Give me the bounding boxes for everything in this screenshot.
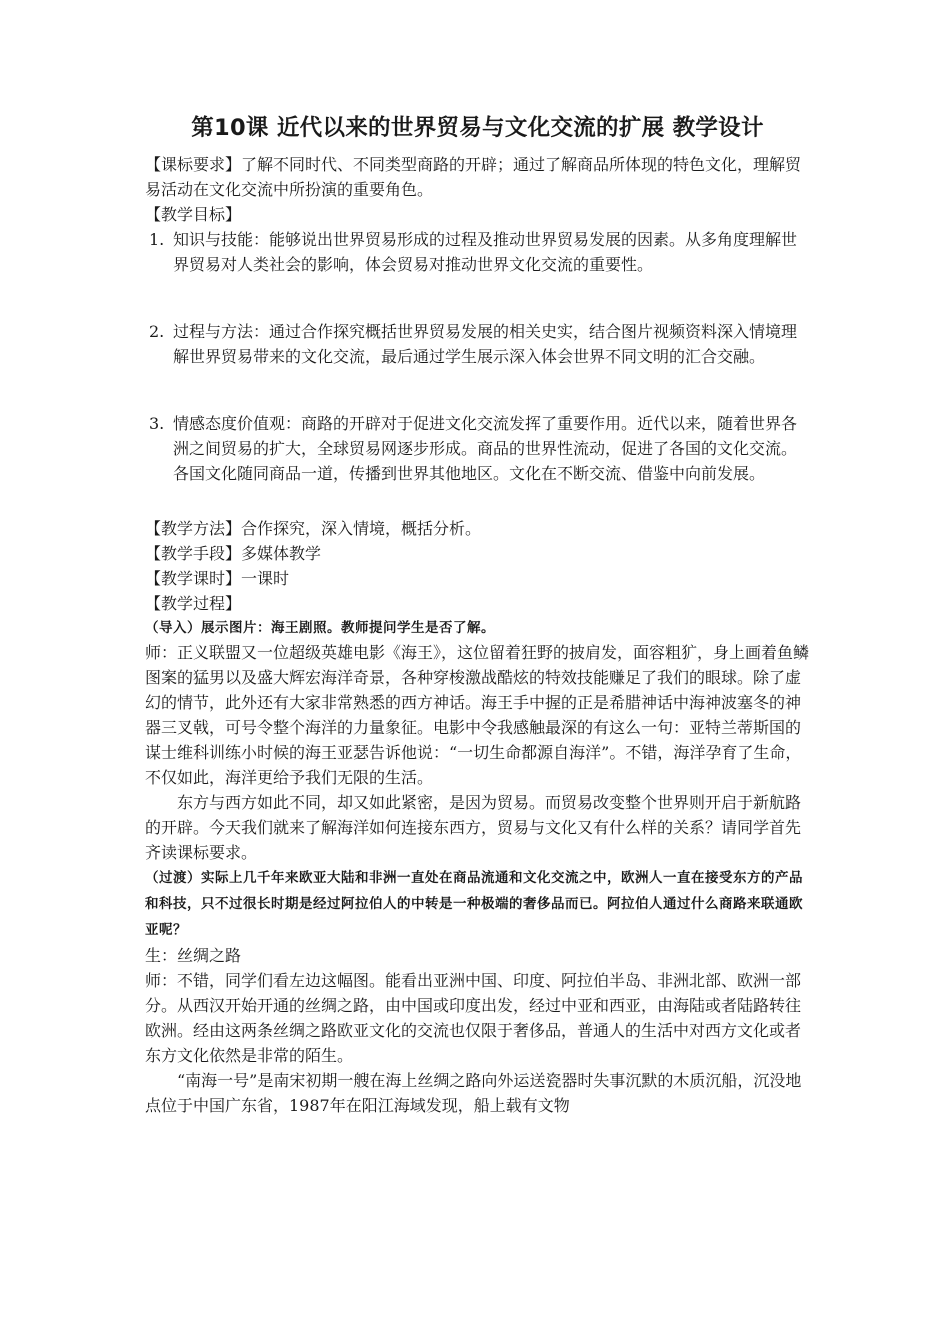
document-page — [145, 112, 810, 1118]
objective-number: 3. — [149, 414, 165, 433]
objective-text: 知识与技能：能够说出世界贸易形成的过程及推动世界贸易发展的因素。从多角度理解世界贸易对人类社会的影响，体会贸易对推动世界文化交流的重要性。 — [173, 230, 798, 274]
student-answer: 生：丝绸之路 — [145, 946, 242, 965]
objective-number: 1. — [149, 230, 165, 249]
teacher-paragraph: “南海一号”是南宋初期一艘在海上丝绸之路向外运送瓷器时失事沉默的木质沉船，沉没地点位于中国广东省，1987年在阳江海域发现，船上载有文物 — [145, 1071, 802, 1115]
objective-item — [145, 411, 810, 486]
curriculum-requirement: 【课标要求】了解不同时代、不同类型商路的开辟；通过了解商品所体现的特色文化，理解贸易活动在文化交流中所扮演的重要角色。 — [145, 155, 802, 199]
objective-text: 情感态度价值观：商路的开辟对于促进文化交流发挥了重要作用。近代以来，随着世界各洲之间贸易的扩大，全球贸易网逐步形成。商品的世界性流动，促进了各国的文化交流。各国文化随同商品一道，传播到世界其他地区。文化在不断交流、借鉴中向前发展。 — [173, 414, 798, 483]
transition-note: （过渡）实际上几千年来欧亚大陆和非洲一直处在商品流通和文化交流之中，欧洲人一直在接受东方的产品和科技，只不过很长时期是经过阿拉伯人的中转是一种极端的奢侈品而已。阿拉伯人通过什么商路来联通欧亚呢？ — [145, 870, 803, 938]
intro-note: （导入）展示图片：海王剧照。教师提问学生是否了解。 — [145, 620, 495, 636]
document-title: 第10课 近代以来的世界贸易与文化交流的扩展 教学设计 — [191, 115, 764, 141]
objective-item — [145, 227, 810, 277]
objective-text: 过程与方法：通过合作探究概括世界贸易发展的相关史实，结合图片视频资料深入情境理解世界贸易带来的文化交流，最后通过学生展示深入体会世界不同文明的汇合交融。 — [173, 322, 798, 366]
teacher-paragraph: 师：正义联盟又一位超级英雄电影《海王》，这位留着狂野的披肩发，面容粗犷，身上画着鱼鳞图案的猛男以及盛大辉宏海洋奇景，各种穿梭激战酷炫的特效技能赚足了我们的眼球。除了虚幻的情节，此外还有大家非常熟悉的西方神话。海王手中握的正是希腊神话中海神波塞冬的神器三叉戟，可号令整个海洋的力量象征。电影中令我感触最深的有这么一句：亚特兰蒂斯国的谋士维科训练小时候的海王亚瑟告诉他说：“一切生命都源自海洋”。不错，海洋孕育了生命，不仅如此，海洋更给予我们无限的生活。 — [145, 643, 810, 787]
teacher-paragraph: 东方与西方如此不同，却又如此紧密，是因为贸易。而贸易改变整个世界则开启于新航路的开辟。今天我们就来了解海洋如何连接东西方，贸易与文化又有什么样的关系？请同学首先齐读课标要求。 — [145, 793, 802, 862]
objectives-heading: 【教学目标】 — [145, 205, 242, 224]
teaching-means: 【教学手段】多媒体教学 — [145, 544, 322, 563]
objective-number: 2. — [149, 322, 165, 341]
teacher-paragraph: 师：不错，同学们看左边这幅图。能看出亚洲中国、印度、阿拉伯半岛、非洲北部、欧洲一部分。从西汉开始开通的丝绸之路，由中国或印度出发，经过中亚和西亚，由海陆或者陆路转往欧洲。经由这两条丝绸之路欧亚文化的交流也仅限于奢侈品，普通人的生活中对西方文化或者东方文化依然是非常的陌生。 — [145, 971, 802, 1065]
objectives-list — [145, 227, 810, 486]
teaching-hours: 【教学课时】一课时 — [145, 569, 290, 588]
objective-item — [145, 319, 810, 369]
teaching-method: 【教学方法】合作探究，深入情境，概括分析。 — [145, 519, 482, 538]
process-heading: 【教学过程】 — [145, 594, 242, 613]
